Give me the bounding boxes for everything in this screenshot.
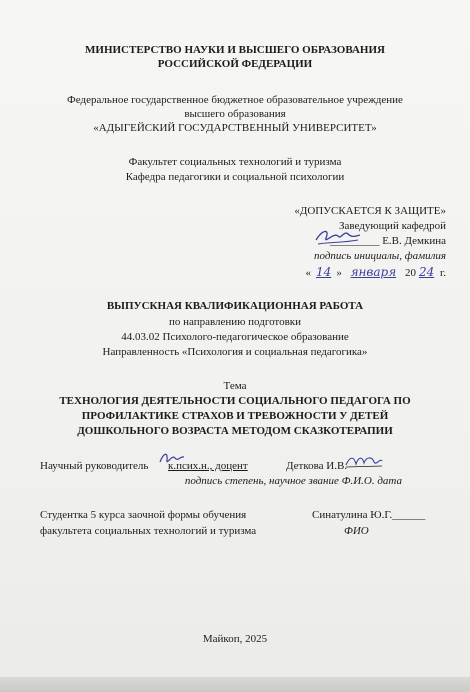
student-caption: ФИО: [344, 525, 369, 537]
topic-line-3: ДОШКОЛЬНОГО ВОЗРАСТА МЕТОДОМ СКАЗКОТЕРАПИИ: [77, 425, 393, 437]
department-name: Кафедра педагогики и социальной психологии: [125, 171, 345, 183]
approval-date: [306, 266, 446, 280]
supervisor-date-signature: [344, 452, 384, 470]
student-name-line: [312, 509, 425, 522]
ministry-line-1: МИНИСТЕРСТВО НАУКИ И ВЫСШЕГО ОБРАЗОВАНИЯ: [85, 44, 385, 56]
institution-line-1: Федеральное государственное бюджетное образовательное учреждение: [67, 94, 403, 106]
date-open-quote: «: [305, 267, 312, 279]
admit-to-defense: «ДОПУСКАЕТСЯ К ЗАЩИТЕ»: [294, 205, 446, 217]
direction-label: по направлению подготовки: [168, 316, 302, 328]
head-of-department-title: Заведующий кафедрой: [339, 220, 446, 232]
work-type: ВЫПУСКНАЯ КВАЛИФИКАЦИОННАЯ РАБОТА: [106, 300, 364, 312]
head-signature: [312, 226, 362, 248]
faculty-name: Факультет социальных технологий и туризма: [128, 156, 342, 168]
student-signature-blank: ______: [392, 509, 426, 521]
date-day: 14: [316, 265, 332, 279]
date-close-quote: »: [336, 267, 342, 279]
direction-code: 44.03.02 Психолого-педагогическое образование: [121, 331, 349, 343]
institution-line-2: высшего образования: [184, 108, 286, 120]
date-year-prefix: 20: [404, 267, 416, 279]
student-line-1: Студентка 5 курса заочной формы обучения: [40, 509, 247, 521]
supervisor-label: Научный руководитель: [40, 460, 149, 472]
topic-line-1: ТЕХНОЛОГИЯ ДЕЯТЕЛЬНОСТИ СОЦИАЛЬНОГО ПЕДАГОГА ПО: [59, 395, 411, 407]
date-year-end: г.: [437, 267, 446, 279]
head-of-department-name: Е.В. Демкина: [382, 235, 446, 247]
student-name: Синатулина Ю.Г.: [312, 509, 393, 521]
topic-label: Тема: [223, 380, 247, 392]
ministry-line-2: РОССИЙСКОЙ ФЕДЕРАЦИИ: [157, 58, 313, 70]
date-year-suffix: 24: [418, 265, 435, 279]
supervisor-name: Деткова И.В.: [286, 460, 348, 472]
program-focus: Направленность «Психология и социальная педагогика»: [102, 346, 368, 358]
head-signature-blank: _________: [329, 235, 380, 247]
head-signature-caption: подпись инициалы, фамилия: [314, 250, 446, 262]
university-name: «АДЫГЕЙСКИЙ ГОСУДАРСТВЕННЫЙ УНИВЕРСИТЕТ»: [93, 122, 377, 134]
student-line-2: факультета социальных технологий и туризма: [40, 525, 257, 537]
supervisor-degree: [168, 460, 248, 473]
page-bottom-shadow: [0, 677, 470, 692]
date-month: января: [350, 265, 397, 279]
supervisor-degree-text: к.псих.н., доцент: [168, 460, 248, 472]
topic-line-2: ПРОФИЛАКТИКЕ СТРАХОВ И ТРЕВОЖНОСТИ У ДЕТЕЙ: [81, 410, 389, 422]
city-year: Майкоп, 2025: [202, 633, 268, 645]
supervisor-caption: подпись степень, научное звание Ф.И.О. дата: [184, 475, 402, 487]
